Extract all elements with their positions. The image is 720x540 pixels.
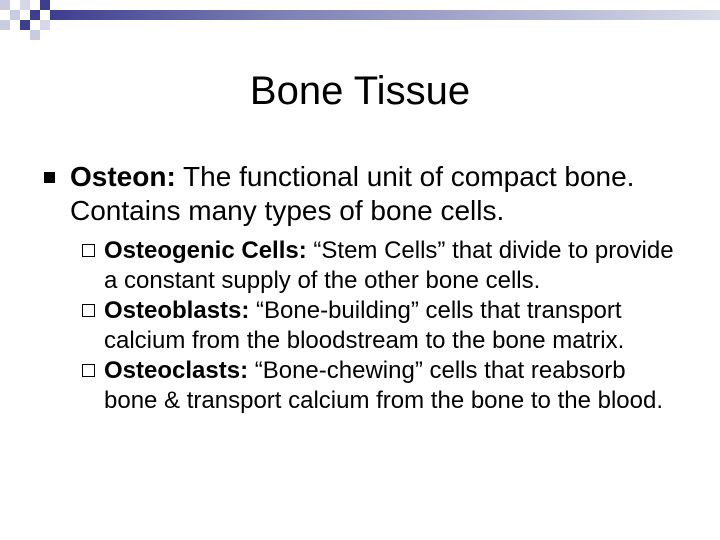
checker-header-decoration — [0, 0, 720, 40]
sub-bullet-list — [82, 236, 682, 416]
sub-bullet-text: “Bone-chewing” cells that reabsorb bone & transport calcium from the bone to the blood. — [104, 357, 663, 414]
sub-bullet-term: Osteogenic Cells: — [104, 237, 307, 264]
hollow-square-bullet-icon — [82, 244, 95, 257]
sub-bullet-text: “Bone-building” cells that transport calcium from the bloodstream to the bone matrix. — [104, 297, 625, 354]
main-bullet-text: The functional unit of compact bone. Contains many types of bone cells. — [70, 161, 635, 226]
sub-bullet-item — [82, 356, 682, 416]
sub-bullet-item — [82, 236, 682, 296]
sub-bullet-term: Osteoclasts: — [104, 357, 249, 384]
main-bullet-term: Osteon: — [70, 161, 176, 192]
main-bullet — [70, 160, 690, 228]
slide-title: Bone Tissue — [249, 69, 471, 113]
hollow-square-bullet-icon — [82, 364, 95, 377]
sub-bullet-text: “Stem Cells” that divide to provide a constant supply of the other bone cells. — [104, 237, 674, 294]
hollow-square-bullet-icon — [82, 304, 95, 317]
sub-bullet-item — [82, 296, 682, 356]
square-bullet-icon — [44, 172, 55, 183]
sub-bullet-term: Osteoblasts: — [104, 297, 250, 324]
